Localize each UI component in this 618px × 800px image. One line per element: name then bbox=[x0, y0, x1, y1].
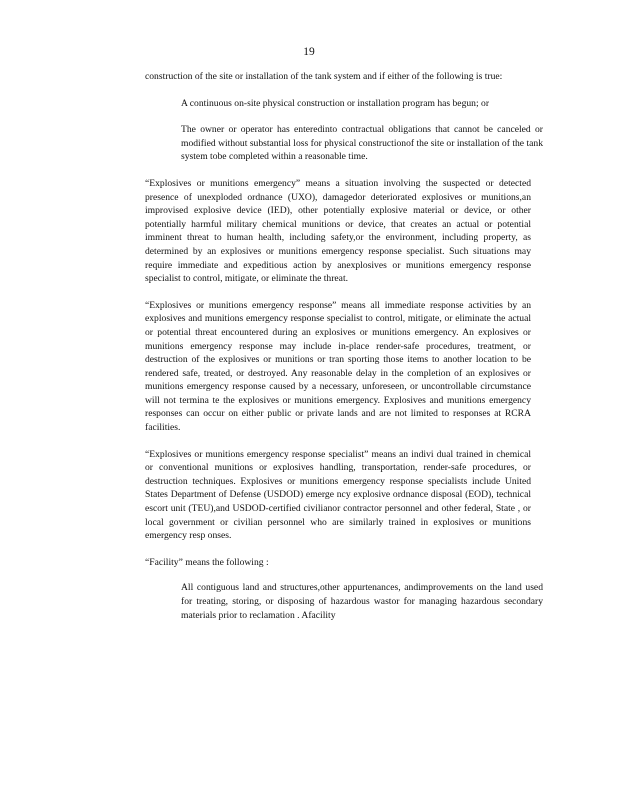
paragraph-facility-land: All contiguous land and structures,other appurtenances, andimprovements on the land used for treating, storing, or disposing of hazardous wastor for managing hazardous secondary materials prior to reclamation . Afacility bbox=[181, 582, 543, 621]
definition-explosives-emergency: “Explosives or munitions emergency” means a situation involving the suspected or detected presence of unexploded ordnance (UXO), damagedor deteriorated explosives or munitions,an improvised explosive device (IED), other potentially explosive material or device, or other potentially harmful military chemical munitions or device, that creates an actual or potential imminent threat to human health, including safety,or the environment, including property, as determined by an explosives or munitions emergency response specialist. Such situations may require immediate and expeditious action by anexplosives or munitions emergency response specialist to control, mitigate, or eliminate the threat. bbox=[145, 177, 531, 285]
page-body bbox=[145, 70, 543, 635]
paragraph-continuous-program: A continuous on-site physical construction or installation program has begun; or bbox=[181, 97, 490, 109]
definition-explosives-emergency-response: “Explosives or munitions emergency response” means all immediate response activities by an explosives and munitions emergency response specialist to control, mitigate, or eliminate the actual or potential threat encountered during an explosives or munitions emergency. An explosives or munitions emergency response may include in-place render-safe procedures, treatment, or destruction of the explosives or munitions or tran sporting those items to another location to be rendered safe, treated, or destroyed. Any reasonable delay in the completion of an explosives or munitions emergency response caused by a necessary, unforeseen, or uncontrollable circumstance will not termina te the explosives or munitions emergency. Explosives and munitions emergency responses can occur on either public or private lands and are not limited to responses at RCRA facilities. bbox=[145, 299, 531, 434]
paragraph-construction-continued: construction of the site or installation of the tank system and if either of the following is true: bbox=[145, 71, 503, 82]
page-number: 19 bbox=[303, 46, 315, 58]
paragraph-contractual-obligations: The owner or operator has enteredinto contractual obligations that cannot be canceled or modified without substantial loss for physical constructionof the site or installation of the tank system tobe completed within a reasonable time. bbox=[181, 124, 543, 163]
definition-facility-heading: “Facility” means the following : bbox=[145, 556, 269, 568]
definition-emergency-response-specialist: “Explosives or munitions emergency response specialist” means an indivi dual trained in chemical or conventional munitions or explosives handling, transportation, render-safe procedures, or destruction techniques. Explosives or munitions emergency response specialists include United States Department of Defense (USDOD) emerge ncy explosive ordnance disposal (EOD), technical escort unit (TEU),and USDOD-certified civilianor contractor personnel and other federal, State , or local government or civilian personnel who are similarly trained in explosives or munitions emergency resp onses. bbox=[145, 448, 531, 542]
